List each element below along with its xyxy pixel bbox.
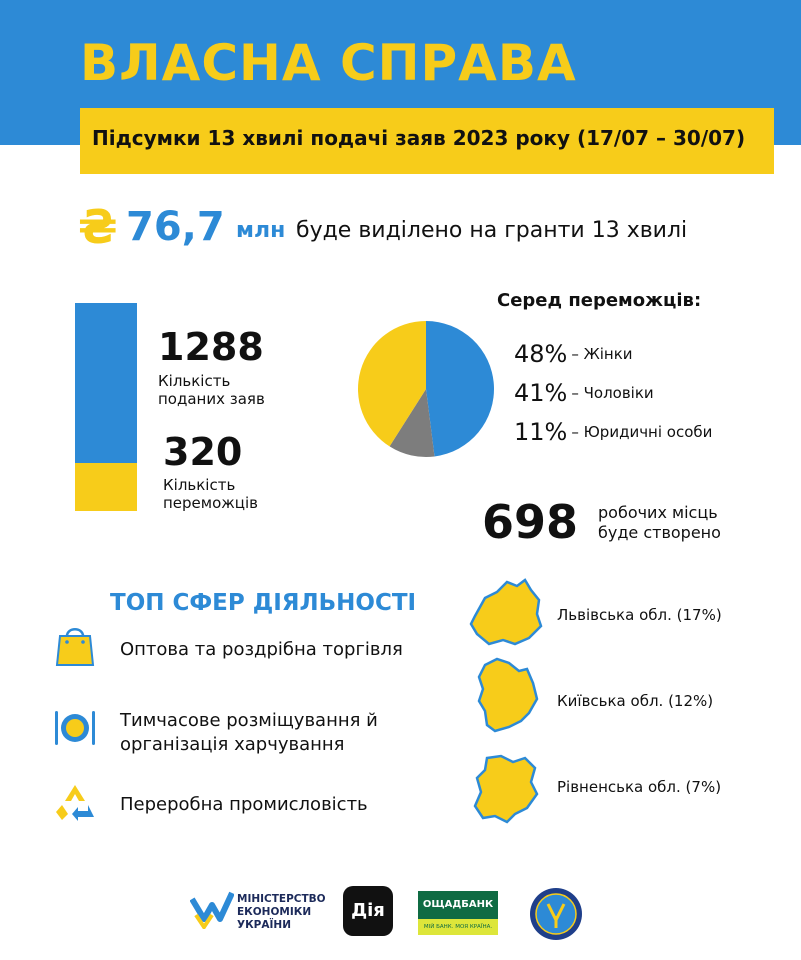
region-item-kyiv: Київська обл. (12%): [557, 692, 714, 710]
grant-text: буде виділено на гранти 13 хвилі: [296, 218, 688, 243]
shopping-bag-icon: [52, 622, 98, 668]
winners-label: Кількість переможців: [163, 476, 259, 512]
region-item-lviv: Львівська обл. (17%): [557, 606, 722, 624]
page-subtitle: Підсумки 13 хвилі подачі заяв 2023 року (17/07 – 30/07): [92, 126, 746, 150]
region-item-rivne: Рівненська обл. (7%): [557, 778, 722, 796]
share-label: – Чоловіки: [571, 384, 654, 402]
sector-item-manufacturing: Переробна промисловість: [120, 794, 368, 815]
grant-amount: 76,7: [126, 204, 225, 250]
oschadbank-slogan: МІЙ БАНК. МОЯ КРАЇНА.: [418, 919, 498, 935]
share-label: – Жінки: [571, 345, 633, 363]
sector-item-trade: Оптова та роздрібна торгівля: [120, 639, 403, 660]
top-sectors-title: ТОП СФЕР ДІЯЛЬНОСТІ: [110, 590, 417, 616]
hryvnia-icon: ₴: [78, 200, 118, 254]
lviv-region-map-icon: [467, 578, 547, 648]
page-title: ВЛАСНА СПРАВА: [80, 34, 577, 92]
jobs-label: робочих місць буде створено: [598, 503, 721, 542]
rivne-region-map-icon: [467, 752, 547, 824]
plate-cutlery-icon: [52, 705, 98, 751]
pie-slice: [426, 321, 494, 456]
oschadbank-logo: [418, 891, 498, 935]
share-row-legal: [514, 418, 712, 450]
diia-logo: Дія: [343, 886, 393, 936]
jobs-count: 698: [482, 495, 579, 549]
ministry-logo: [190, 889, 234, 929]
applications-bar: [75, 303, 137, 511]
grant-summary: [78, 200, 758, 260]
winners-bar-segment: [75, 463, 137, 511]
share-percent: 41%: [514, 379, 568, 407]
recycle-icon: [52, 780, 98, 826]
winners-count: 320: [163, 430, 243, 474]
winners-breakdown-title: Серед переможців:: [497, 290, 702, 311]
share-percent: 11%: [514, 418, 568, 446]
ministry-logo-text: МІНІСТЕРСТВО ЕКОНОМІКИ УКРАЇНИ: [237, 893, 326, 931]
submitted-label: Кількість поданих заяв: [158, 372, 265, 408]
oschadbank-name: ОЩАДБАНК: [418, 891, 498, 919]
share-row-men: [514, 379, 654, 411]
submitted-bar-segment: [75, 303, 137, 463]
submitted-count: 1288: [158, 325, 264, 369]
winners-pie-chart: [357, 320, 495, 458]
sector-item-hospitality: Тимчасове розміщування й організація харчування: [120, 710, 378, 755]
share-label: – Юридичні особи: [571, 423, 713, 441]
subtitle-bar: [80, 108, 774, 174]
grant-unit: млн: [236, 218, 286, 243]
share-row-women: [514, 340, 633, 372]
employment-service-emblem: [528, 886, 584, 942]
kyiv-region-map-icon: [467, 655, 547, 735]
share-percent: 48%: [514, 340, 568, 368]
